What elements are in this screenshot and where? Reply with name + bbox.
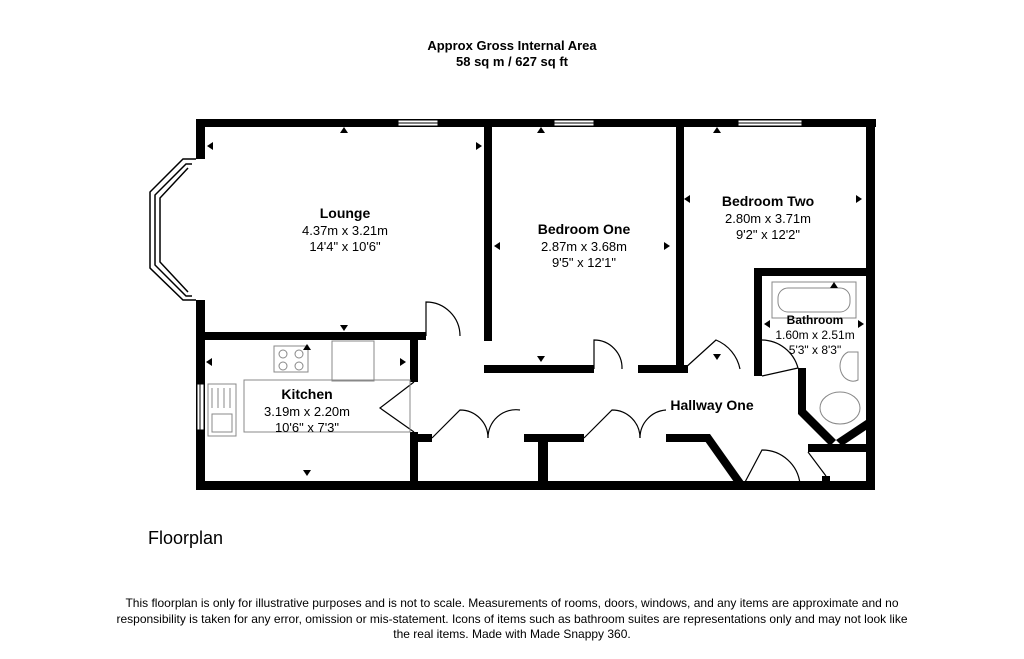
wall-cupboard-divider (538, 434, 548, 490)
area-value: 58 sq m / 627 sq ft (456, 54, 568, 69)
lounge-metric: 4.37m x 3.21m (302, 223, 388, 238)
windows (197, 120, 802, 430)
wall-bed1-bed2 (676, 119, 684, 373)
door-front (744, 450, 800, 484)
basin-icon (840, 352, 858, 381)
wall-bathroom-diagonal (798, 368, 836, 446)
kitchen-imperial: 10'6" x 7'3" (274, 420, 340, 435)
wall-left-upper (196, 119, 205, 159)
wall-cupboard-b (524, 434, 584, 442)
bedroom-one-name: Bedroom One (537, 221, 631, 237)
door-cupboard-1 (432, 410, 488, 438)
wall-bathroom-left (754, 268, 762, 376)
wall-bed1-bottom-left (484, 365, 594, 373)
lounge-name: Lounge (319, 205, 371, 221)
wall-bathroom-bottom (808, 444, 866, 452)
door-bath-lower (808, 452, 826, 476)
door-lounge (426, 302, 460, 336)
door-kitchen (380, 382, 414, 432)
disclaimer-text: This floorplan is only for illustrative purposes and is not to scale. Measurements of rooms, doors, windows, and any items are approximate and no responsibility is taken for any error, omission or mis-statement. Icons of items such as bathroom suites are representations only and may not look like the real items. Made with Made Snappy 360. (116, 596, 908, 641)
area-title: Approx Gross Internal Area (427, 38, 597, 53)
wall-kitchen-right-upper (410, 332, 418, 382)
wall-lounge-kitchen (196, 332, 426, 340)
door-bedroom-two (684, 340, 740, 369)
bedroom-one-imperial: 9'5" x 12'1" (551, 255, 617, 270)
wall-bathroom-top (754, 268, 874, 276)
wall-bottom (196, 481, 875, 490)
wall-cupboard-a (418, 434, 432, 442)
door-cupboard-4 (640, 410, 666, 438)
bedroom-one-metric: 2.87m x 3.68m (541, 239, 627, 254)
bathroom-metric: 1.60m x 2.51m (775, 328, 855, 342)
bedroom-two-imperial: 9'2" x 12'2" (735, 227, 801, 242)
wall-right (866, 119, 875, 489)
wall-lounge-bed1 (484, 119, 492, 341)
bathroom-imperial: 5'3" x 8'3" (788, 343, 842, 357)
bedroom-two-name: Bedroom Two (721, 193, 815, 209)
lounge-imperial: 14'4" x 10'6" (309, 239, 381, 254)
wall-stub (822, 476, 830, 490)
wall-kitchen-right-lower (410, 432, 418, 490)
bathroom-name: Bathroom (786, 313, 844, 327)
kitchen-name: Kitchen (281, 386, 333, 402)
bedroom-two-metric: 2.80m x 3.71m (725, 211, 811, 226)
toilet-icon (820, 392, 860, 424)
bay-window (150, 159, 196, 300)
floorplan-label: Floorplan (148, 528, 224, 548)
door-cupboard-3 (584, 410, 640, 438)
fridge-icon (332, 341, 374, 381)
kitchen-metric: 3.19m x 2.20m (264, 404, 350, 419)
wall-hall-diagonal (700, 434, 744, 482)
room-labels (264, 193, 855, 435)
door-bedroom-one (594, 340, 622, 369)
door-cupboard-2 (488, 410, 520, 438)
hallway-name: Hallway One (670, 397, 754, 413)
